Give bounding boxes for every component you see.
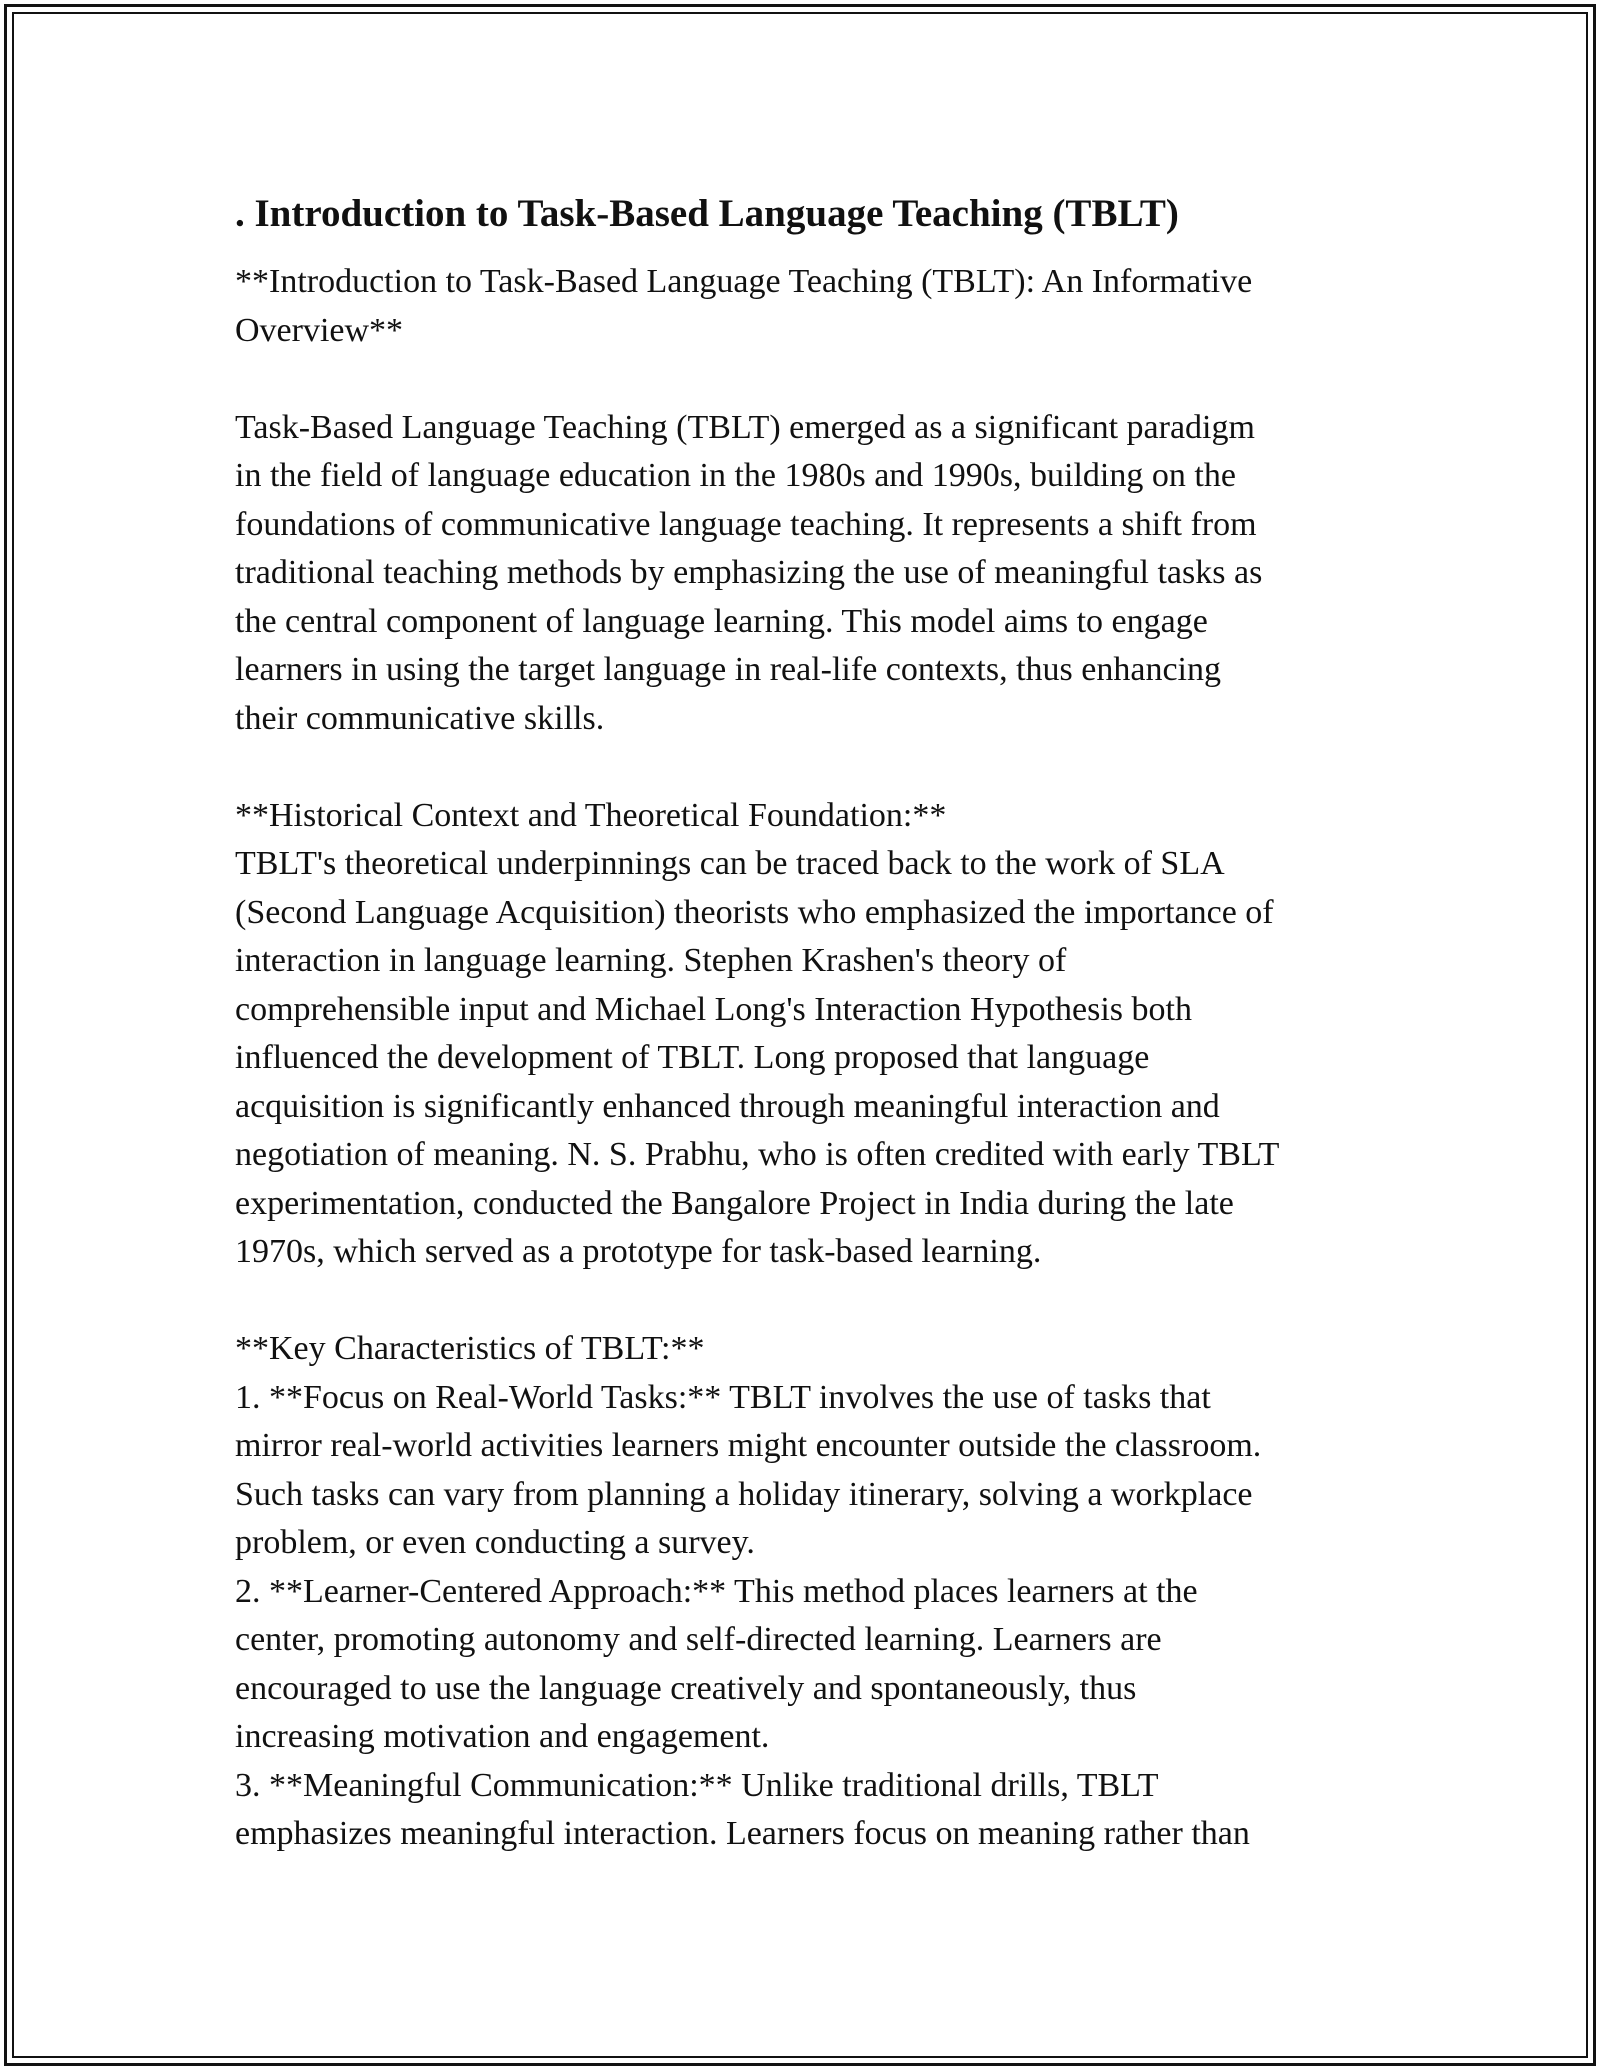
intro-paragraph: Task-Based Language Teaching (TBLT) emerged as a significant paradigm in the field of language education in the 1980s and 1990s, building on the foundations of communicative language teaching. It represents a shift from traditional teaching methods by emphasizing the use of meaningful tasks as the central component of language learning. This model aims to engage learners in using the target language in real-life contexts, thus enhancing their communicative skills. (235, 408, 1263, 737)
characteristics-paragraph: **Key Characteristics of TBLT:** 1. **Focus on Real-World Tasks:** TBLT involves the use of tasks that mirror real-world activities learners might encounter outside the classroom. Such tasks can vary from planning a holiday itinerary, solving a workplace problem, or even conducting a survey. 2. **Learner-Centered Approach:** This method places learners at the center, promoting autonomy and self-directed learning. Learners are encouraged to use the language creatively and spontaneously, thus increasing motivation and engagement. 3. **Meaningful Communication:** Unlike traditional drills, TBLT emphasizes meaningful interaction. Learners focus on meaning rather than (235, 1330, 1262, 1852)
document-body (235, 188, 1375, 1859)
subtitle-paragraph: **Introduction to Task-Based Language Teaching (TBLT): An Informative Overview** (235, 263, 1253, 349)
document-title: . Introduction to Task-Based Language Teaching (TBLT) (235, 192, 1179, 235)
history-paragraph: **Historical Context and Theoretical Foundation:** TBLT's theoretical underpinnings can be traced back to the work of SLA (Second Language Acquisition) theorists who emphasized the importance of interaction in language learning. Stephen Krashen's theory of comprehensible input and Michael Long's Interaction Hypothesis both influenced the development of TBLT. Long proposed that language acquisition is significantly enhanced through meaningful interaction and negotiation of meaning. N. S. Prabhu, who is often credited with early TBLT experimentation, conducted the Bangalore Project in India during the late 1970s, which served as a prototype for task-based learning. (235, 796, 1280, 1270)
